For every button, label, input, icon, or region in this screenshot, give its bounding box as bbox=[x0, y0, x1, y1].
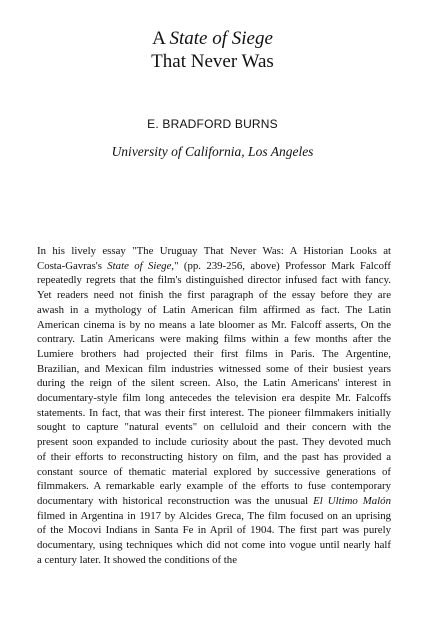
body-text-run: Costa-Gavras's bbox=[37, 259, 108, 272]
body-line bbox=[37, 273, 391, 288]
body-line bbox=[37, 288, 391, 303]
body-text-run: filmmakers. A remarkable early example of the efforts to fuse contemporary bbox=[37, 480, 391, 493]
italic-title-text: El Ultimo Malón bbox=[313, 494, 391, 507]
italic-title-text: State of Siege bbox=[107, 259, 172, 272]
body-text-run: documentary with historical reconstruction was the unusual bbox=[37, 494, 314, 507]
body-line bbox=[37, 494, 391, 509]
author-affiliation: University of California, Los Angeles bbox=[111, 144, 314, 159]
body-text-run: In his lively essay "The Uruguay That Never Was: A Historian Looks at bbox=[37, 245, 391, 257]
body-line bbox=[37, 450, 391, 465]
body-line bbox=[37, 318, 391, 333]
body-line bbox=[37, 391, 391, 406]
body-text-run: American cinema is by no means a late bloomer as Mr. Falcoff asserts, On the bbox=[37, 318, 391, 331]
article-title bbox=[0, 28, 425, 73]
body-text-run: contrary. Latin Americans were making films within a few months after the bbox=[37, 333, 391, 346]
body-text-run: ," (pp. 239-256, above) Professor Mark Falcoff bbox=[171, 259, 391, 272]
body-line bbox=[37, 332, 391, 347]
body-text-run: of the Mocovi Indians in Santa Fe in April of 1904. The first part was purely bbox=[37, 524, 391, 537]
body-line bbox=[37, 406, 391, 421]
title-prefix: A bbox=[152, 28, 170, 49]
body-text-run: a century later. It showed the conditions of the bbox=[37, 553, 237, 566]
body-line bbox=[37, 465, 391, 480]
body-line bbox=[37, 420, 391, 435]
title-line-2: That Never Was bbox=[151, 51, 274, 72]
body-line bbox=[37, 303, 391, 318]
body-text-run: statements. In fact, that was their first interest. The pioneer filmmakers initially bbox=[37, 406, 391, 419]
body-line bbox=[37, 347, 391, 362]
body-line bbox=[37, 362, 391, 377]
title-film-name: State of Siege bbox=[169, 28, 273, 49]
title-line-1 bbox=[0, 28, 425, 50]
body-text-run: of their efforts to reconstructing history on film, and the past has provided a bbox=[37, 450, 391, 463]
body-line bbox=[37, 538, 391, 553]
body-line bbox=[37, 553, 391, 568]
author-name: E. BRADFORD BURNS bbox=[147, 117, 278, 131]
body-text-run: during the reign of the silent screen. Also, the Latin Americans' interest in bbox=[37, 377, 391, 390]
body-text-run: repeatedly regrets that the film's distinguished director infused fact with fancy. bbox=[37, 274, 391, 287]
article-body bbox=[37, 244, 391, 567]
body-text-run: present soon expanded to include curiosity about the past. They devoted much bbox=[37, 436, 391, 449]
body-text-run: filmed in Argentina in 1917 by Alcides Greca, The film focused on an uprising bbox=[37, 509, 391, 522]
body-text-run: sought to capture "natural events" on celluloid and their concern with the bbox=[37, 421, 391, 434]
body-text-run: Yet readers need not finish the first paragraph of the essay before they are bbox=[37, 289, 391, 302]
body-text-run: documentary-style film long antecedes the television era despite Mr. Falcoffs bbox=[37, 392, 391, 405]
body-text-run: constant source of thematic material explored by successive generations of bbox=[37, 465, 391, 478]
body-line bbox=[37, 376, 391, 391]
body-text-run: Lumiere brothers had projected their first films in Paris. The Argentine, bbox=[37, 347, 391, 360]
body-line bbox=[37, 259, 391, 274]
body-text-run: awash in a mythology of Latin American film affirmed as fact. The Latin bbox=[37, 303, 391, 316]
body-line bbox=[37, 509, 391, 524]
body-line bbox=[37, 523, 391, 538]
body-line bbox=[37, 479, 391, 494]
body-text-run: Brazilian, and Mexican film industries witnessed some of their busiest years bbox=[37, 362, 391, 375]
body-line bbox=[37, 435, 391, 450]
body-line bbox=[37, 244, 391, 259]
body-text-run: documentary, using techniques which did not come into vogue until nearly half bbox=[37, 539, 391, 552]
